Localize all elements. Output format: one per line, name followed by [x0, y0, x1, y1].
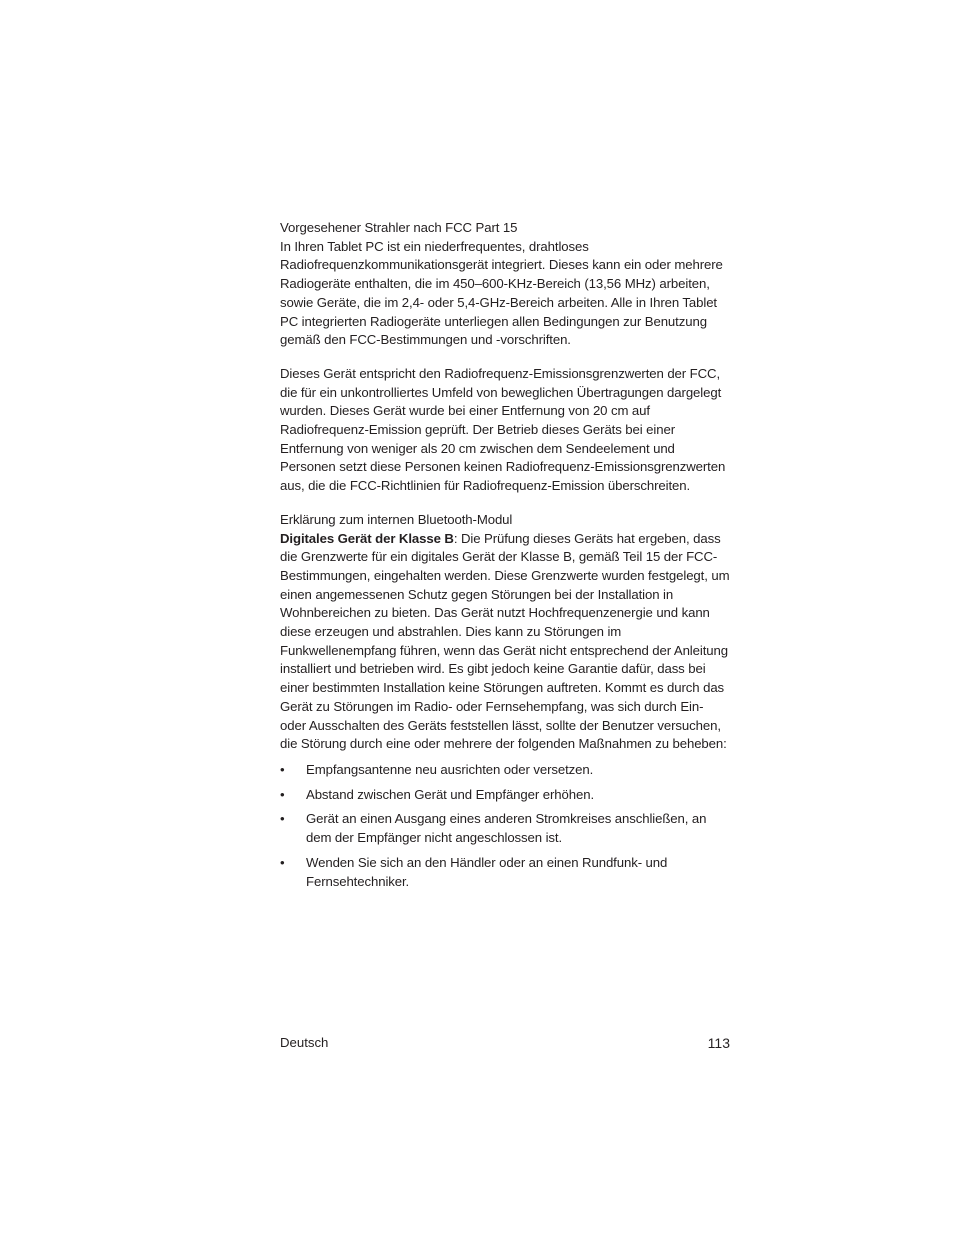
remedy-list [280, 761, 732, 891]
list-item-text: Abstand zwischen Gerät und Empfänger erhöhen. [306, 786, 595, 802]
bullet-icon: • [280, 811, 285, 827]
class-b-text: : Die Prüfung dieses Geräts hat ergeben, dass die Grenzwerte für ein digitales Gerät der Klasse B, gemäß Teil 15 der FCC-Bestimmungen, eingehalten werden. Diese Grenzwerte wurden festgelegt, um einen angemessenen Schutz gegen Störungen bei der Installation in Wohnbereichen zu bieten. Das Gerät nutzt Hochfrequenzenergie und kann diese erzeugen und abstrahlen. Dies kann zu Störungen im Funkwellenempfang führen, wenn das Gerät nicht entsprechend der Anleitung installiert und betrieben wird. Es gibt jedoch keine Garantie dafür, dass bei einer bestimmten Installation keine Störungen auftreten. Kommt es durch das Gerät zu Störungen im Radio- oder Fernsehempfang, was sich durch Ein- oder Ausschalten des Geräts feststellen lässt, sollte der Benutzer versuchen, die Störung durch eine oder mehrere der folgenden Maßnahmen zu beheben: [280, 530, 730, 752]
page-number: 113 [707, 1035, 730, 1051]
list-item [280, 761, 732, 780]
section-title-fcc-part-15: Vorgesehener Strahler nach FCC Part 15 [280, 220, 518, 235]
class-b-paragraph [280, 530, 732, 754]
rf-emission-paragraph: Dieses Gerät entspricht den Radiofrequenz-Emissionsgrenzwerten der FCC, die für ein unkontrolliertes Umfeld von beweglichen Übertragungen dargelegt wurden. Dieses Gerät wurde bei einer Entfernung von 20 cm auf Radiofrequenz-Emission geprüft. Der Betrieb dieses Geräts bei einer Entfernung von weniger als 20 cm zwischen dem Sendeelement und Personen setzt diese Personen keinen Radiofrequenz-Emissionsgrenzwerten aus, die die FCC-Richtlinien für Radiofrequenz-Emission überschreiten. [280, 365, 726, 494]
bullet-icon: • [280, 854, 285, 870]
bullet-icon: • [280, 786, 285, 802]
list-item [280, 810, 732, 847]
class-b-lead: Digitales Gerät der Klasse B [280, 530, 454, 546]
list-item [280, 854, 732, 891]
list-item [280, 786, 732, 805]
list-item-text: Gerät an einen Ausgang eines anderen Stromkreises anschließen, an dem der Empfänger nicht angeschlossen ist. [306, 811, 707, 846]
list-item-text: Empfangsantenne neu ausrichten oder versetzen. [306, 761, 594, 777]
section-title-bluetooth: Erklärung zum internen Bluetooth-Modul [280, 511, 513, 527]
list-item-text: Wenden Sie sich an den Händler oder an einen Rundfunk- und Fernsehtechniker. [306, 854, 668, 889]
footer-language: Deutsch [280, 1035, 329, 1050]
bullet-icon: • [280, 761, 285, 777]
page-content [280, 219, 732, 897]
fcc-intro-paragraph: In Ihren Tablet PC ist ein niederfrequentes, drahtloses Radiofrequenzkommunikationsgerät integriert. Dieses kann ein oder mehrere Radiogeräte enthalten, die im 450–600-KHz-Bereich (13,56 MHz) arbeiten, sowie Geräte, die im 2,4- oder 5,4-GHz-Bereich arbeiten. Alle in Ihren Tablet PC integrierten Radiogeräte unterliegen allen Bedingungen zur Benutzung gemäß den FCC-Bestimmungen und -vorschriften. [280, 238, 723, 348]
